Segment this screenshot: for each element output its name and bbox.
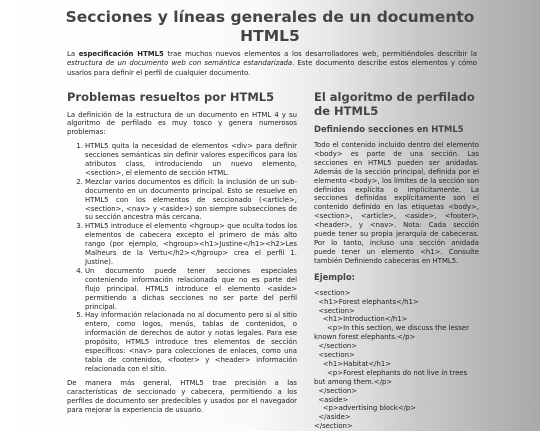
list-item: 3. HTML5 introduce el elemento <hgroup> que oculta todos los elementos de cabecera excepto el primero de más alto rango (por ejemplo, <hgroup><h1>Justine</h1><h2>Les Malheurs de la Vertu</h2></hgroup> crea el perfil 1. Justine).: [85, 222, 297, 267]
intro-spec-link[interactable]: especificación HTML5: [78, 50, 164, 58]
problems-conclusion: De manera más general, HTML5 trae precisión a las características de seccionado y cabecera, permitiendo a los perfiles de documento ser predecibles y usados por el navegador para mejorar la experiencia de usuario.: [67, 378, 297, 414]
section-heading-algorithm: El algoritmo de perfilado de HTML5: [314, 90, 475, 118]
list-item: 5. Hay información relacionada no al documento pero si al sitio entero, como logos, menús, tablas de contenidos, o información de derechos de autor y notas legales. Para ese propósito, HTML5 introduce tres elementos de sección específicos: <nav> para colecciones de enlaces, como una tabla de contenidos, <footer> y <header> información relacionada con el sitio.: [85, 311, 297, 373]
section-heading-problems: Problemas resueltos por HTML5: [67, 90, 275, 104]
intro-paragraph: [67, 50, 477, 78]
problems-list: [67, 142, 297, 374]
problems-intro: La definición de la estructura de un documento en HTML 4 y su algoritmo de perfilado es muy tosco y genera numerosos problemas:: [67, 110, 297, 137]
subheading-defining-sections: Definiendo secciones en HTML5: [314, 124, 464, 134]
subheading-example: Ejemplo:: [314, 271, 355, 282]
list-item: 1. HTML5 quita la necesidad de elementos <div> para definir secciones semánticas sin definir valores específicos para los atributos class, introduciendo un nuevo elemento, <section>, el elemento de sección HTML.: [85, 142, 297, 178]
right-column: [314, 88, 479, 431]
left-column: [67, 88, 297, 419]
list-item: 2. Mezclar varios documentos es difícil: la inclusión de un sub-documento en un documento principal. Esto se resuelve en HTML5 con los elementos de seccionado (<article>, <section>, <nav> y <aside>) son siempre subsecciones de su sección ancestra más cercana.: [85, 178, 297, 223]
code-example: <section> <h1>Forest elephants</h1> <section> <h1>Introduction</h1> <p>In this section, we discuss the lesser known forest elephants.</p> </section> <section> <h1>Habitat</h1> <p>Forest elephants do not live in trees but among them.</p> </section> <aside> <p>advertising block</p> </aside> </section>: [314, 288, 470, 431]
intro-text-3: . Este documento describe estos elementos y cómo usarlos para definir el perfil de cualquier documento.: [67, 59, 477, 77]
page-title: Secciones y líneas generales de un documento HTML5: [65, 8, 475, 45]
intro-text-1: La: [67, 50, 79, 58]
defining-sections-paragraph: Todo el contenido incluido dentro del elemento <body> es parte de una sección. Las secciones en HTML5 pueden ser anidadas. Además de la sección principal, definida por el elemento <body>, los límites de la sección son definidos explícita o implícitamente. La secciones definidas explícitamente son el contenido definido en las etiquetas <body>, <section>, <article>, <aside>, <footer>, <header>, y <nav>. Nota: Cada sección puede tener su propia jerarquía de cabeceras. Por lo tanto, incluso una sección anidada puede tener un elemento <h1>. Consulte también Definiendo cabeceras en HTML5.: [314, 141, 479, 265]
intro-emphasis: estructura de un documento web con semántica estandarizada: [67, 59, 293, 68]
list-item: 4. Un documento puede tener secciones especiales conteniendo información relacionada que no es parte del flujo principal. HTML5 introduce el elemento <aside> permitiendo a dichas secciones no ser parte del perfil principal.: [85, 267, 297, 312]
intro-text-2: trae muchos nuevos elementos a los desarrolladores web, permitiéndoles describir la: [163, 50, 477, 58]
